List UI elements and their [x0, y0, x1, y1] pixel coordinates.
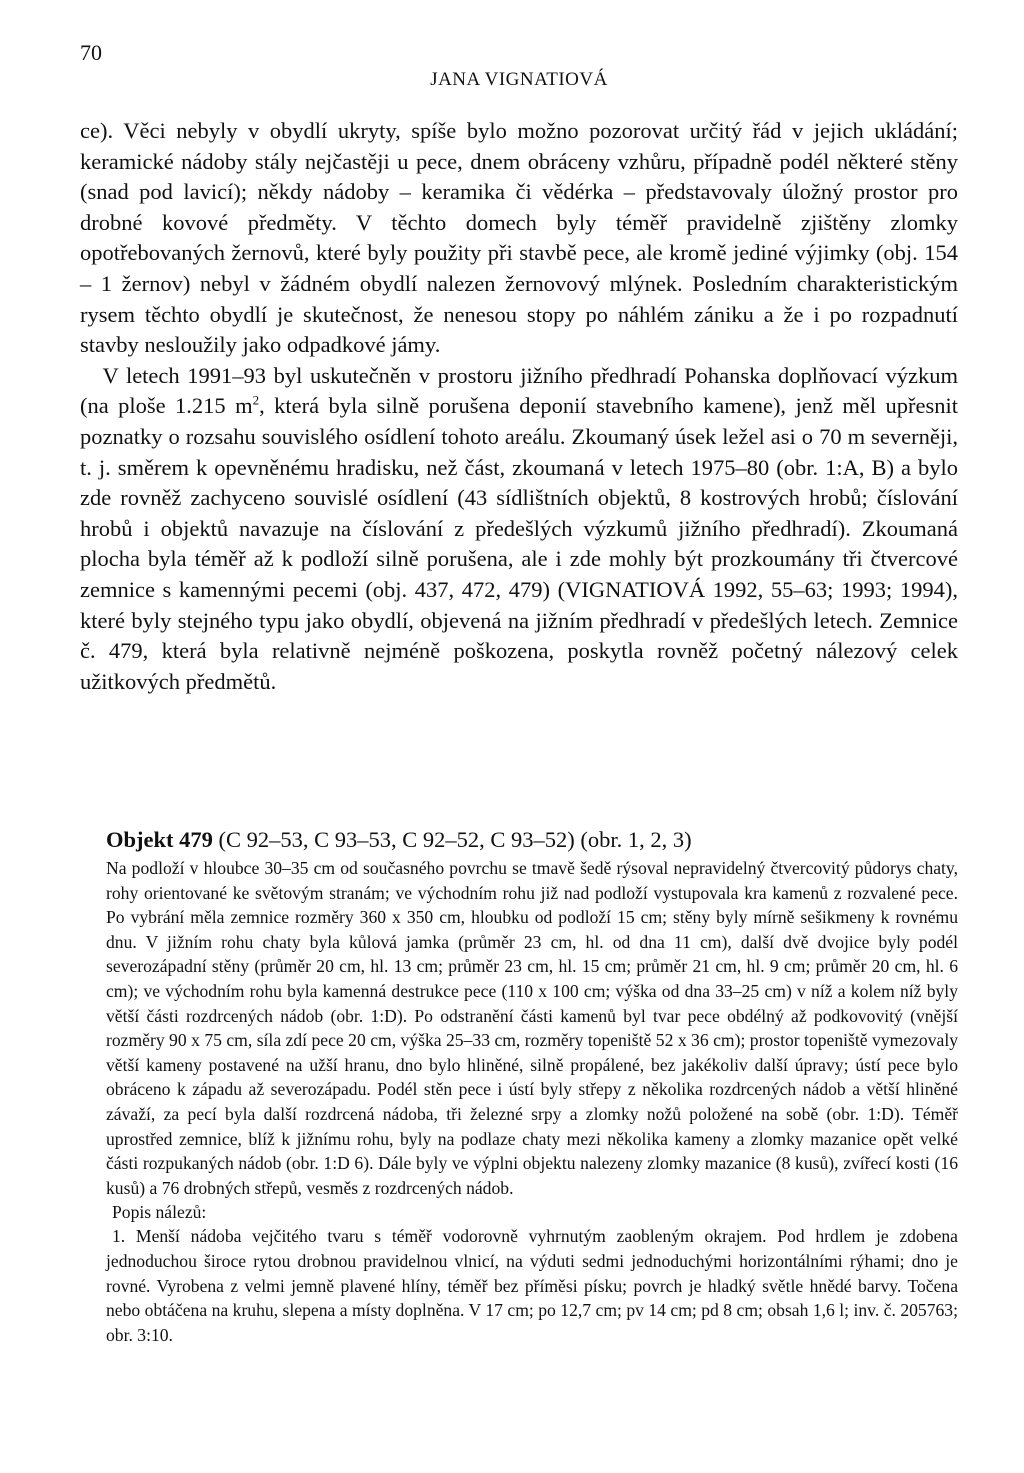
- paragraph-2-part-a: V letech 1991–93 byl uskutečněn v prostoru jižního předhradí Pohanska doplňovací výzkum (na ploše 1.215 m: [80, 362, 958, 419]
- find-item: 1. Menší nádoba vejčitého tvaru s téměř vodorovně vyhrnutým zaobleným okrajem. Pod hrdlem je zdobena jednoduchou široce rytou drobnou pravidelnou vlnicí, na výduti sedmi jednoduchými horizontálními rýhami; dno je rovné. Vyrobena z velmi jemně plavené hlíny, téměř bez příměsi písku; povrch je hladký světle hnědé barvy. Točena nebo obtáčena na kruhu, slepena a místy doplněna. V 17 cm; po 12,7 cm; pv 14 cm; pd 8 cm; obsah 1,6 l; inv. č. 205763; obr. 3:10.: [106, 1226, 958, 1345]
- finds-label: Popis nálezů:: [112, 1202, 207, 1223]
- section-heading-details: (C 92–53, C 93–53, C 92–52, C 93–52) (obr. 1, 2, 3): [212, 827, 692, 852]
- paragraph-2-part-b: , která byla silně porušena deponií stavebního kamene), jenž měl upřesnit poznatky o rozsahu souvislého osídlení tohoto areálu. Zkoumaný úsek ležel asi o 70 m severněji, t. j. směrem k opevněnému hradisku, než část, zkoumaná v letech 1975–80 (obr. 1:A, B) a bylo zde rovněž zachyceno souvislé osídlení (43 sídlištních objektů, 8 kostrových hrobů; číslování hrobů i objektů navazuje na číslování z předešlých výzkumů jižního předhradí). Zkoumaná plocha byla téměř až k podloží silně porušena, ale i zde mohly být prozkoumány tři čtvercové zemnice s kamennými pecemi (obj. 437, 472, 479) (VIGNATIOVÁ 1992, 55–63; 1993; 1994), které byly stejného typu jako obydlí, objevená na jižním předhradí v předešlých letech. Zemnice č. 479, která byla relativně nejméně poškozena, poskytla rovněž početný nálezový celek užitkových předmětů.: [80, 393, 958, 694]
- paragraph-1: ce). Věci nebyly v obydlí ukryty, spíše bylo možno pozorovat určitý řád v jejich ukládání; keramické nádoby stály nejčastěji u pece, dnem obráceny vzhůru, případně podél některé stěny (snad pod lavicí); někdy nádoby – keramika či vědérka – představovaly úložný prostor pro drobné kovové předměty. V těchto domech byly téměř pravidelně zjištěny zlomky opotřebovaných žernovů, které byly použity při stavbě pece, ale kromě jediné výjimky (obj. 154 – 1 žernov) nebyl v žádném obydlí nalezen žernovový mlýnek. Posledním charakteristickým rysem těchto obydlí je skutečnost, že nenesou stopy po náhlém zániku a že i po rozpadnutí stavby nesloužily jako odpadkové jámy.: [80, 118, 958, 358]
- section-heading: [106, 826, 958, 854]
- section-heading-title: Objekt 479: [106, 827, 213, 852]
- area-superscript: 2: [252, 392, 260, 408]
- document-page: [80, 0, 958, 1473]
- page-number: 70: [80, 40, 102, 65]
- body-text: [80, 116, 958, 697]
- object-description: Na podloží v hloubce 30–35 cm od současného povrchu se tmavě šedě rýsoval nepravidelný čtvercovitý půdorys chaty, rohy orientované ke světovým stranám; ve východním rohu již nad podloží vystupovala kra kamenů z rozvalené pece. Po vybrání měla zemnice rozměry 360 x 350 cm, hloubku od podloží 15 cm; stěny byly mírně sešikmeny k rovnému dnu. V jižním rohu chaty byla kůlová jamka (průměr 23 cm, hl. od dna 11 cm), další dvě dvojice byly podél severozápadní stěny (průměr 20 cm, hl. 13 cm; průměr 23 cm, hl. 15 cm; průměr 21 cm, hl. 9 cm; průměr 20 cm, hl. 6 cm); ve východním rohu byla kamenná destrukce pece (110 x 100 cm; výška od dna 33–25 cm) v níž a kolem níž byly větší části rozdrcených nádob (obr. 1:D). Po odstranění části kamenů byl tvar pece obdélný až podkovovitý (vnější rozměry 90 x 75 cm, síla zdí pece 20 cm, výška 25–33 cm, rozměry topeniště 52 x 36 cm); prostor topeniště vymezovaly větší kameny postavené na užší hranu, dno bylo hliněné, silně propálené, bez jakékoliv další úpravy; ústí pece bylo obráceno k západu až severozápadu. Podél stěn pece i ústí byly střepy z několika rozdrcených nádob a větší hliněné závaží, za pecí byla další rozdrcená nádoba, tři železné srpy a zlomky nožů položené na sobě (obr. 1:D). Téměř uprostřed zemnice, blíž k jižnímu rohu, byly na podlaze chaty mezi několika kameny a zlomky mazanice opět velké části rozpukaných nádob (obr. 1:D 6). Dále byly ve výplni objektu nalezeny zlomky mazanice (8 kusů), zvířecí kosti (16 kusů) a 76 drobných střepů, vesměs z rozdrcených nádob.: [106, 858, 958, 1198]
- running-head: JANA VIGNATIOVÁ: [430, 69, 608, 90]
- object-section: [106, 826, 958, 1347]
- paragraph-2: [80, 361, 958, 698]
